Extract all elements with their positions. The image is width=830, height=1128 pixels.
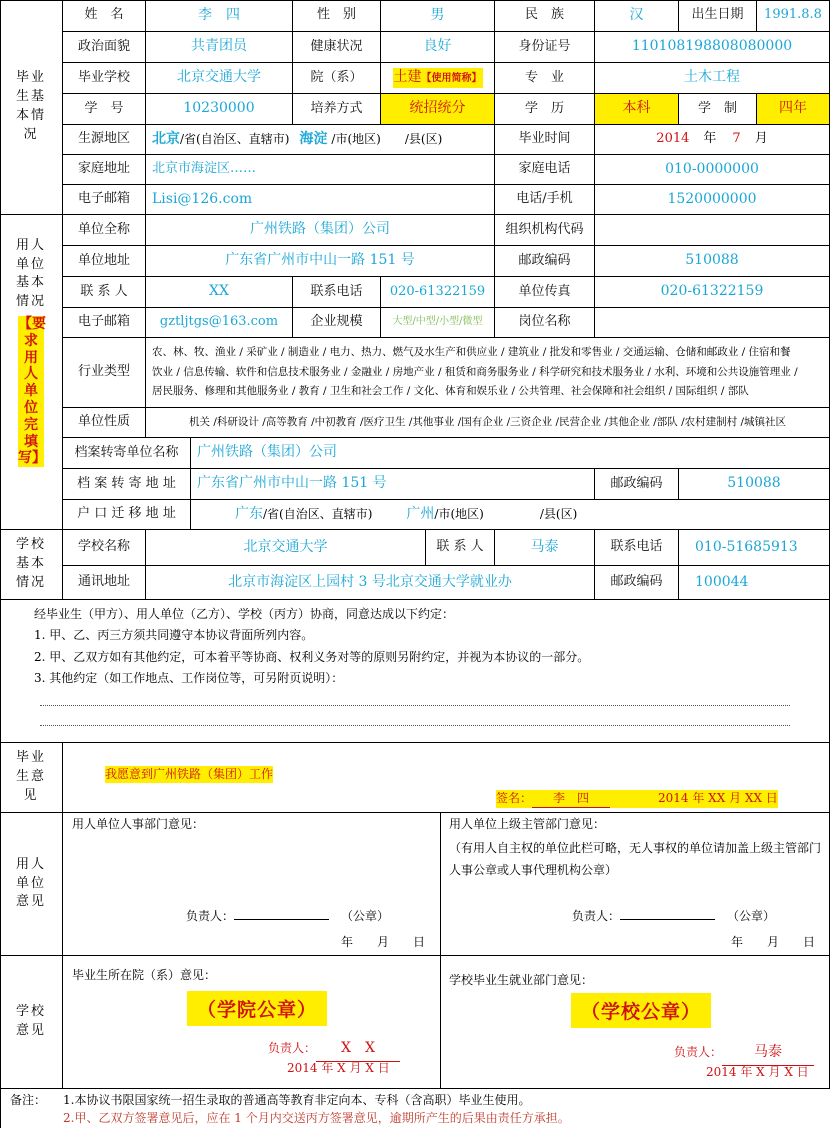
grad-month: 7 (732, 131, 741, 147)
employer-postcode-label: 邮政编码 (495, 246, 595, 277)
grad-month-unit: 月 (754, 131, 768, 147)
archive-address-label: 档 案 转 寄 地 址 (63, 469, 191, 500)
employer-postcode-value[interactable]: 510088 (595, 246, 830, 277)
career-office-label: 学校毕业生就业部门意见： (449, 973, 594, 987)
origin-province-suffix: /省(自治区、直辖市) (180, 132, 290, 146)
duration-value[interactable]: 四年 (757, 94, 830, 125)
major-value[interactable]: 土木工程 (595, 63, 830, 94)
employer-fax-label: 单位传真 (495, 277, 595, 308)
archive-address-value[interactable]: 广东省广州市中山一路 151 号 (191, 469, 595, 500)
hukou-county-suffix: /县(区) (539, 507, 578, 521)
school-contact-value[interactable]: 马泰 (495, 530, 595, 566)
college-opinion-label: 毕业生所在院（系）意见： (72, 968, 217, 982)
hukou-city-suffix: /市(地区) (434, 507, 484, 521)
employer-email-value[interactable]: gztljtgs@163.com (146, 308, 293, 338)
school-stamp: （学校公章） (571, 993, 711, 1028)
grad-time-label: 毕业时间 (495, 125, 595, 155)
agreement-item-2: 2. 甲、乙双方如有其他约定，可本着平等协商、权利义务对等的原则另附约定，并视为本协议的一部分。 (34, 650, 590, 664)
school-postcode-value[interactable]: 100044 (679, 566, 830, 600)
college-name: 土建 (393, 69, 422, 86)
industry-line-2: 饮业 / 信息传输、软件和信息技术服务业 / 金融业 / 房地产业 / 租赁和商务服务业 / 科学研究和技术服务业 / 水利、环境和公共设施管理业 / (152, 365, 798, 378)
student-no-value[interactable]: 10230000 (146, 94, 293, 125)
school-name-value[interactable]: 北京交通大学 (146, 530, 426, 566)
grad-signature: 李 四 (532, 790, 610, 808)
degree-label: 学 历 (495, 94, 595, 125)
employer-address-label: 单位地址 (63, 246, 146, 277)
home-phone-label: 家庭电话 (495, 155, 595, 185)
grad-email-value[interactable]: Lisi@126.com (146, 185, 495, 215)
employer-contact-value[interactable]: XX (146, 277, 293, 308)
training-label: 培养方式 (293, 94, 381, 125)
ethnicity-value[interactable]: 汉 (595, 0, 679, 32)
grad-time-value[interactable] (595, 125, 830, 155)
hr-resp-line[interactable] (234, 919, 329, 920)
other-terms-line-2[interactable] (40, 725, 790, 726)
school-resp-label: 负责人： (674, 1045, 723, 1059)
note-2: 2.甲、乙双方签署意见后，应在 1 个月内交送丙方签署意见，逾期所产生的后果由责任方承担。 (63, 1111, 570, 1125)
school-contact-label: 联 系 人 (426, 530, 495, 566)
school-label: 毕业学校 (63, 63, 146, 94)
other-terms-line-1[interactable] (40, 705, 790, 706)
origin-city: 海淀 (299, 130, 328, 147)
gender-label: 性 别 (293, 0, 381, 32)
major-label: 专 业 (495, 63, 595, 94)
birth-label: 出生日期 (679, 0, 757, 32)
grad-statement: 我愿意到广州铁路（集团）工作 (105, 767, 274, 781)
employer-section-title: 用人单位基本情况 (15, 237, 46, 310)
college-note: 【使用简称】 (421, 73, 482, 85)
org-code-label: 组织机构代码 (495, 215, 595, 246)
college-resp-name: X X (316, 1036, 400, 1062)
hr-seal-label: （公章） (341, 909, 390, 923)
employer-section-note: 【要求用人单位完填写】 (18, 316, 46, 467)
mobile-value[interactable]: 1520000000 (595, 185, 830, 215)
school-address-value[interactable]: 北京市海淀区上园村 3 号北京交通大学就业办 (146, 566, 595, 600)
archive-unit-label: 档案转寄单位名称 (63, 438, 191, 469)
political-value[interactable]: 共青团员 (146, 32, 293, 63)
training-value[interactable]: 统招统分 (381, 94, 495, 125)
employer-address-value[interactable]: 广东省广州市中山一路 151 号 (146, 246, 495, 277)
college-label: 院（系） (293, 63, 381, 94)
health-value[interactable]: 良好 (381, 32, 495, 63)
name-label: 姓 名 (63, 0, 146, 32)
employer-phone-label: 联系电话 (293, 277, 381, 308)
school-section-title: 学校基本情况 (0, 530, 63, 600)
hr-opinion-label: 用人单位人事部门意见： (72, 817, 205, 831)
archive-postcode-value[interactable]: 510088 (679, 469, 830, 500)
superior-date: 年 月 日 (731, 935, 816, 949)
nature-options[interactable]: 机关 /科研设计 /高等教育 /中初教育 /医疗卫生 /其他事业 /国有企业 /三资企业 /民营企业 /其他企业 /部队 /农村建制村 /城镇社区 (146, 408, 830, 438)
id-label: 身份证号 (495, 32, 595, 63)
scale-value[interactable]: 大型/中型/小型/微型 (381, 308, 495, 338)
employer-section-title-cell (0, 215, 63, 530)
hukou-city: 广州 (406, 505, 435, 522)
college-value[interactable] (381, 63, 495, 94)
origin-province: 北京 (152, 130, 180, 147)
superior-resp-label: 负责人： (572, 909, 621, 923)
school-opinion-label: 学校意见 (0, 956, 63, 1089)
agreement-intro: 经毕业生（甲方）、用人单位（乙方）、学校（丙方）协商，同意达成以下约定： (34, 607, 455, 621)
industry-label: 行业类型 (63, 338, 146, 408)
grad-email-label: 电子邮箱 (63, 185, 146, 215)
employer-name-value[interactable]: 广州铁路（集团）公司 (146, 215, 495, 246)
school-postcode-label: 邮政编码 (595, 566, 679, 600)
school-address-label: 通讯地址 (63, 566, 146, 600)
org-code-value[interactable] (595, 215, 830, 246)
college-text (393, 68, 483, 88)
superior-opinion-label: 用人单位上级主管部门意见： (449, 817, 606, 831)
employer-contact-label: 联 系 人 (63, 277, 146, 308)
post-value[interactable] (595, 308, 830, 338)
student-no-label: 学 号 (63, 94, 146, 125)
hr-responsible (186, 906, 389, 928)
home-addr-value[interactable]: 北京市海淀区…… (146, 155, 495, 185)
grad-opinion-label: 毕业生意见 (0, 743, 63, 813)
school-name-label: 学校名称 (63, 530, 146, 566)
hr-resp-label: 负责人： (186, 909, 235, 923)
notes-label: 备注： (10, 1093, 47, 1107)
origin-county-suffix: /县(区) (404, 132, 443, 146)
sign-label: 签名： (496, 791, 533, 805)
hukou-province: 广东 (235, 505, 263, 522)
graduate-section-title: 毕业生基本情况 (0, 0, 63, 215)
superior-note: （有用人自主权的单位此栏可略，无人事权的单位请加盖上级主管部门人事公章或人事代理机构公章） (449, 841, 822, 878)
origin-city-suffix: /市(地区) (331, 132, 381, 146)
origin-label: 生源地区 (63, 125, 146, 155)
school-resp-name: 马泰 (722, 1040, 814, 1066)
id-value[interactable]: 110108198808080000 (595, 32, 830, 63)
superior-resp-line[interactable] (620, 919, 715, 920)
mobile-label: 电话/手机 (495, 185, 595, 215)
archive-postcode-label: 邮政编码 (595, 469, 679, 500)
home-phone-value[interactable]: 010-0000000 (595, 155, 830, 185)
employer-phone-value[interactable]: 020-61322159 (381, 277, 495, 308)
duration-label: 学 制 (679, 94, 757, 125)
college-stamp: （学院公章） (187, 991, 327, 1026)
grad-year: 2014 (656, 131, 690, 147)
school-phone-label: 联系电话 (595, 530, 679, 566)
home-addr-label: 家庭地址 (63, 155, 146, 185)
school-date: 2014 年 X 月 X 日 (706, 1065, 809, 1079)
employer-email-label: 电子邮箱 (63, 308, 146, 338)
gender-value[interactable]: 男 (381, 0, 495, 32)
employer-fax-value[interactable]: 020-61322159 (595, 277, 830, 308)
hr-date: 年 月 日 (341, 935, 426, 949)
hukou-label: 户 口 迁 移 地 址 (63, 500, 191, 530)
scale-label: 企业规模 (293, 308, 381, 338)
employer-opinion-label: 用人单位意见 (0, 813, 63, 956)
agreement-item-3: 3. 其他约定（如工作地点、工作岗位等，可另附页说明）： (34, 671, 344, 685)
college-resp-label: 负责人： (268, 1041, 317, 1055)
note-1: 1.本协议书限国家统一招生录取的普通高等教育非定向本、专科（含高职）毕业生使用。 (63, 1093, 531, 1107)
post-label: 岗位名称 (495, 308, 595, 338)
superior-seal-label: （公章） (727, 909, 776, 923)
agreement-item-1: 1. 甲、乙、丙三方须共同遵守本协议背面所列内容。 (34, 628, 314, 642)
ethnicity-label: 民 族 (495, 0, 595, 32)
degree-value[interactable]: 本科 (595, 94, 679, 125)
employer-name-label: 单位全称 (63, 215, 146, 246)
name-value[interactable]: 李 四 (146, 0, 293, 32)
grad-signature-line (496, 790, 778, 808)
grad-sign-date: 2014 年 XX 月 XX 日 (658, 791, 778, 805)
hukou-province-suffix: /省(自治区、直辖市) (263, 507, 373, 521)
industry-options[interactable] (146, 338, 830, 408)
hukou-value[interactable] (191, 500, 830, 530)
origin-value[interactable] (146, 125, 495, 155)
college-date: 2014 年 X 月 X 日 (287, 1061, 390, 1075)
grad-year-unit: 年 (703, 131, 717, 147)
birth-value[interactable]: 1991.8.8 (757, 0, 830, 32)
health-label: 健康状况 (293, 32, 381, 63)
superior-responsible (572, 906, 775, 928)
school-value[interactable]: 北京交通大学 (146, 63, 293, 94)
political-label: 政治面貌 (63, 32, 146, 63)
industry-line-3: 居民服务、修理和其他服务业 / 教育 / 卫生和社会工作 / 文化、体育和娱乐业 / 公共管理、社会保障和社会组织 / 国际组织 / 部队 (152, 385, 749, 398)
archive-unit-value[interactable]: 广州铁路（集团）公司 (191, 438, 830, 469)
nature-label: 单位性质 (63, 408, 146, 438)
school-phone-value[interactable]: 010-51685913 (679, 530, 830, 566)
industry-line-1: 农、林、牧、渔业 / 采矿业 / 制造业 / 电力、热力、燃气及水生产和供应业 / 建筑业 / 批发和零售业 / 交通运输、仓储和邮政业 / 住宿和餐 (152, 345, 791, 358)
